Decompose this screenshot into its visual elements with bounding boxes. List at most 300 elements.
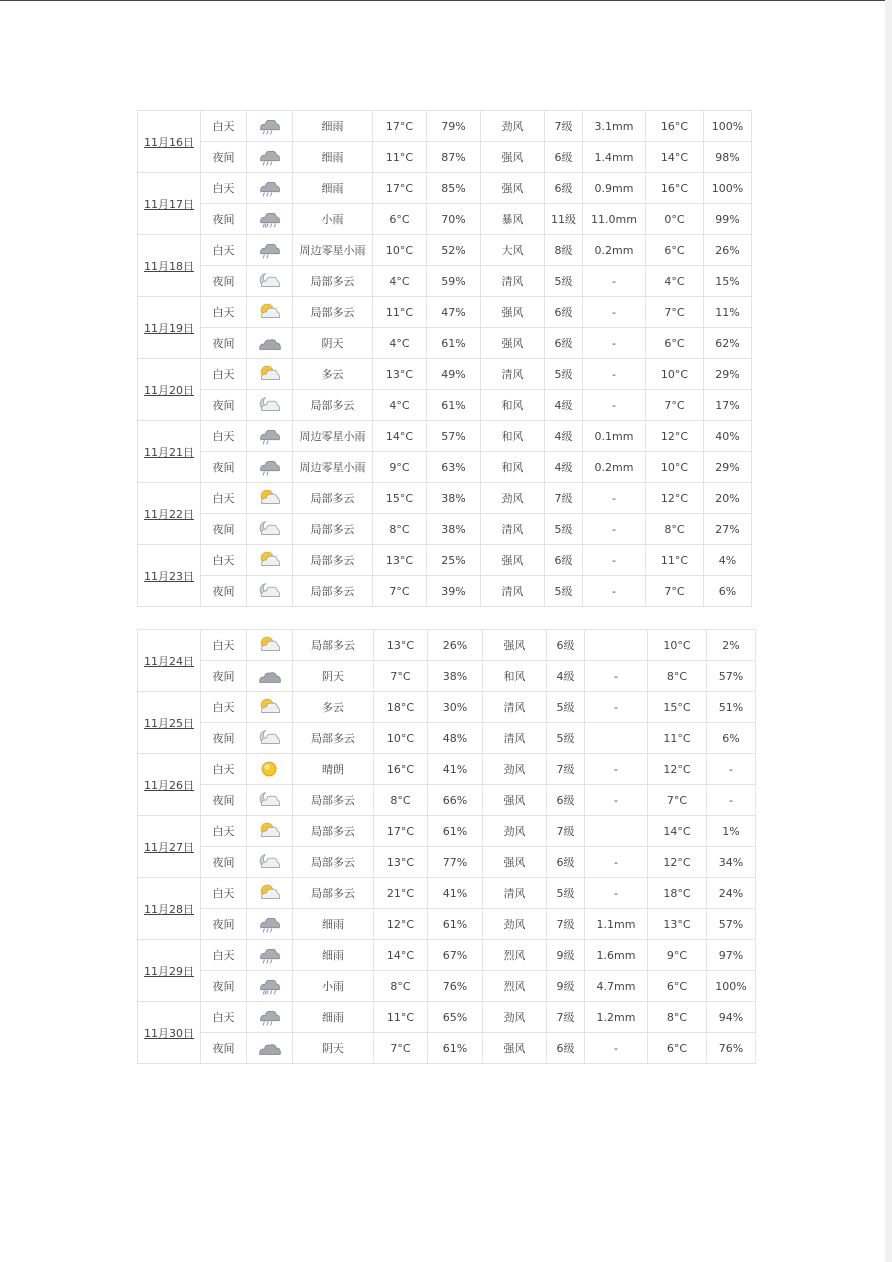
wind-cell: 清风 xyxy=(483,723,547,754)
rain-chance-cell: 1% xyxy=(707,816,756,847)
icon-cell xyxy=(247,514,293,545)
icon-cell xyxy=(247,661,293,692)
humidity-cell: 61% xyxy=(428,909,483,940)
period-cell: 白天 xyxy=(201,692,247,723)
icon-cell xyxy=(247,723,293,754)
humidity-cell: 39% xyxy=(427,576,481,607)
humidity-cell: 48% xyxy=(428,723,483,754)
weather-cell: 局部多云 xyxy=(293,483,373,514)
partly-cloudy-night-icon xyxy=(257,580,283,602)
icon-cell xyxy=(247,545,293,576)
table-row xyxy=(138,1033,756,1064)
rain-icon xyxy=(257,975,283,997)
weather-cell: 局部多云 xyxy=(293,785,374,816)
weather-cell: 局部多云 xyxy=(293,576,373,607)
rain-chance-cell: 94% xyxy=(707,1002,756,1033)
wind-level-cell: 5级 xyxy=(545,359,583,390)
temperature-cell: 17°C xyxy=(373,111,427,142)
feels-like-cell: 7°C xyxy=(648,785,707,816)
temperature-cell: 4°C xyxy=(373,328,427,359)
temperature-cell: 10°C xyxy=(373,235,427,266)
period-cell: 夜间 xyxy=(201,266,247,297)
partly-cloudy-day-icon xyxy=(257,634,283,656)
date-cell xyxy=(138,483,201,545)
feels-like-cell: 14°C xyxy=(648,816,707,847)
scattered-showers-icon xyxy=(257,456,283,478)
wind-cell: 暴风 xyxy=(481,204,545,235)
rain-chance-cell: 34% xyxy=(707,847,756,878)
temperature-cell: 15°C xyxy=(373,483,427,514)
date-link[interactable]: 11月28日 xyxy=(144,902,194,916)
period-cell: 白天 xyxy=(201,359,247,390)
feels-like-cell: 6°C xyxy=(648,971,707,1002)
precipitation-cell: 1.2mm xyxy=(585,1002,648,1033)
precipitation-cell: 11.0mm xyxy=(583,204,646,235)
table-row xyxy=(138,452,752,483)
humidity-cell: 61% xyxy=(428,816,483,847)
wind-cell: 劲风 xyxy=(483,816,547,847)
icon-cell xyxy=(247,940,293,971)
temperature-cell: 14°C xyxy=(373,421,427,452)
table-row xyxy=(138,754,756,785)
precipitation-cell: 4.7mm xyxy=(585,971,648,1002)
table-row xyxy=(138,421,752,452)
period-cell: 白天 xyxy=(201,421,247,452)
date-link[interactable]: 11月22日 xyxy=(144,507,194,521)
temperature-cell: 9°C xyxy=(373,452,427,483)
date-link[interactable]: 11月20日 xyxy=(144,383,194,397)
weather-cell: 细雨 xyxy=(293,1002,374,1033)
date-link[interactable]: 11月16日 xyxy=(144,135,194,149)
date-link[interactable]: 11月23日 xyxy=(144,569,194,583)
icon-cell xyxy=(247,173,293,204)
precipitation-cell: - xyxy=(583,328,646,359)
feels-like-cell: 11°C xyxy=(648,723,707,754)
table-row xyxy=(138,816,756,847)
date-link[interactable]: 11月17日 xyxy=(144,197,194,211)
rain-chance-cell: 24% xyxy=(707,878,756,909)
precipitation-cell: 3.1mm xyxy=(583,111,646,142)
weather-cell: 多云 xyxy=(293,692,374,723)
light-rain-icon xyxy=(257,1006,283,1028)
wind-cell: 强风 xyxy=(483,847,547,878)
rain-chance-cell: 20% xyxy=(704,483,752,514)
weather-cell: 局部多云 xyxy=(293,545,373,576)
date-cell xyxy=(138,421,201,483)
icon-cell xyxy=(247,971,293,1002)
precipitation-cell: 1.4mm xyxy=(583,142,646,173)
temperature-cell: 14°C xyxy=(374,940,428,971)
weather-cell: 局部多云 xyxy=(293,266,373,297)
date-link[interactable]: 11月27日 xyxy=(144,840,194,854)
feels-like-cell: 12°C xyxy=(648,847,707,878)
rain-chance-cell: - xyxy=(707,754,756,785)
feels-like-cell: 8°C xyxy=(648,1002,707,1033)
table-row xyxy=(138,359,752,390)
period-cell: 夜间 xyxy=(201,661,247,692)
period-cell: 白天 xyxy=(201,111,247,142)
partly-cloudy-night-icon xyxy=(257,518,283,540)
weather-cell: 阴天 xyxy=(293,661,374,692)
partly-cloudy-day-icon xyxy=(257,363,283,385)
wind-cell: 清风 xyxy=(483,878,547,909)
rain-chance-cell: 57% xyxy=(707,661,756,692)
date-link[interactable]: 11月30日 xyxy=(144,1026,194,1040)
humidity-cell: 38% xyxy=(428,661,483,692)
wind-level-cell: 7级 xyxy=(545,111,583,142)
rain-chance-cell: 4% xyxy=(704,545,752,576)
period-cell: 夜间 xyxy=(201,847,247,878)
date-cell xyxy=(138,111,201,173)
wind-cell: 清风 xyxy=(483,692,547,723)
precipitation-cell: 1.6mm xyxy=(585,940,648,971)
sunny-icon xyxy=(257,758,283,780)
weather-cell: 细雨 xyxy=(293,173,373,204)
feels-like-cell: 6°C xyxy=(648,1033,707,1064)
temperature-cell: 11°C xyxy=(373,297,427,328)
humidity-cell: 41% xyxy=(428,878,483,909)
date-cell xyxy=(138,630,201,692)
icon-cell xyxy=(247,754,293,785)
date-cell xyxy=(138,173,201,235)
light-rain-icon xyxy=(257,913,283,935)
feels-like-cell: 6°C xyxy=(646,235,704,266)
period-cell: 白天 xyxy=(201,483,247,514)
icon-cell xyxy=(247,266,293,297)
rain-chance-cell: 29% xyxy=(704,359,752,390)
humidity-cell: 26% xyxy=(428,630,483,661)
date-cell xyxy=(138,359,201,421)
feels-like-cell: 15°C xyxy=(648,692,707,723)
weather-cell: 局部多云 xyxy=(293,297,373,328)
feels-like-cell: 4°C xyxy=(646,266,704,297)
period-cell: 白天 xyxy=(201,545,247,576)
temperature-cell: 10°C xyxy=(374,723,428,754)
wind-cell: 清风 xyxy=(481,576,545,607)
wind-level-cell: 4级 xyxy=(545,452,583,483)
date-link[interactable]: 11月26日 xyxy=(144,778,194,792)
wind-cell: 大风 xyxy=(481,235,545,266)
icon-cell xyxy=(247,359,293,390)
partly-cloudy-night-icon xyxy=(257,394,283,416)
wind-cell: 强风 xyxy=(481,142,545,173)
partly-cloudy-day-icon xyxy=(257,696,283,718)
wind-cell: 强风 xyxy=(481,173,545,204)
rain-chance-cell: 6% xyxy=(704,576,752,607)
feels-like-cell: 14°C xyxy=(646,142,704,173)
overcast-icon xyxy=(257,332,283,354)
wind-level-cell: 11级 xyxy=(545,204,583,235)
period-cell: 夜间 xyxy=(201,909,247,940)
wind-level-cell: 7级 xyxy=(547,816,585,847)
humidity-cell: 63% xyxy=(427,452,481,483)
feels-like-cell: 12°C xyxy=(646,421,704,452)
weather-cell: 细雨 xyxy=(293,111,373,142)
icon-cell xyxy=(247,630,293,661)
table-row xyxy=(138,576,752,607)
rain-chance-cell: 100% xyxy=(704,173,752,204)
icon-cell xyxy=(247,878,293,909)
period-cell: 白天 xyxy=(201,878,247,909)
humidity-cell: 77% xyxy=(428,847,483,878)
precipitation-cell: - xyxy=(583,514,646,545)
temperature-cell: 7°C xyxy=(374,661,428,692)
weather-cell: 细雨 xyxy=(293,909,374,940)
precipitation-cell: - xyxy=(583,359,646,390)
precipitation-cell: - xyxy=(583,483,646,514)
date-cell xyxy=(138,940,201,1002)
feels-like-cell: 12°C xyxy=(646,483,704,514)
table-row xyxy=(138,328,752,359)
icon-cell xyxy=(247,111,293,142)
wind-level-cell: 5级 xyxy=(547,723,585,754)
light-rain-icon xyxy=(257,115,283,137)
period-cell: 夜间 xyxy=(201,328,247,359)
icon-cell xyxy=(247,452,293,483)
wind-level-cell: 7级 xyxy=(547,1002,585,1033)
wind-cell: 强风 xyxy=(483,630,547,661)
precipitation-cell: 0.1mm xyxy=(583,421,646,452)
wind-cell: 劲风 xyxy=(483,754,547,785)
humidity-cell: 59% xyxy=(427,266,481,297)
icon-cell xyxy=(247,142,293,173)
period-cell: 夜间 xyxy=(201,576,247,607)
humidity-cell: 47% xyxy=(427,297,481,328)
wind-level-cell: 6级 xyxy=(545,297,583,328)
humidity-cell: 79% xyxy=(427,111,481,142)
temperature-cell: 13°C xyxy=(373,545,427,576)
feels-like-cell: 8°C xyxy=(648,661,707,692)
period-cell: 白天 xyxy=(201,940,247,971)
precipitation-cell: - xyxy=(583,545,646,576)
weather-cell: 晴朗 xyxy=(293,754,374,785)
icon-cell xyxy=(247,235,293,266)
date-link[interactable]: 11月21日 xyxy=(144,445,194,459)
partly-cloudy-day-icon xyxy=(257,301,283,323)
icon-cell xyxy=(247,421,293,452)
weather-cell: 局部多云 xyxy=(293,630,374,661)
icon-cell xyxy=(247,909,293,940)
icon-cell xyxy=(247,483,293,514)
wind-level-cell: 5级 xyxy=(545,514,583,545)
date-cell xyxy=(138,754,201,816)
wind-level-cell: 9级 xyxy=(547,971,585,1002)
period-cell: 夜间 xyxy=(201,785,247,816)
partly-cloudy-night-icon xyxy=(257,851,283,873)
weather-cell: 阴天 xyxy=(293,1033,374,1064)
humidity-cell: 65% xyxy=(428,1002,483,1033)
weather-cell: 阴天 xyxy=(293,328,373,359)
wind-cell: 强风 xyxy=(483,1033,547,1064)
date-link[interactable]: 11月25日 xyxy=(144,716,194,730)
rain-chance-cell: 100% xyxy=(707,971,756,1002)
weather-cell: 局部多云 xyxy=(293,514,373,545)
table-row xyxy=(138,297,752,328)
wind-cell: 和风 xyxy=(481,390,545,421)
precipitation-cell: - xyxy=(583,390,646,421)
light-rain-icon xyxy=(257,944,283,966)
wind-cell: 劲风 xyxy=(483,1002,547,1033)
wind-cell: 劲风 xyxy=(481,483,545,514)
wind-level-cell: 5级 xyxy=(547,878,585,909)
scattered-showers-icon xyxy=(257,425,283,447)
weather-cell: 细雨 xyxy=(293,142,373,173)
period-cell: 白天 xyxy=(201,630,247,661)
wind-level-cell: 5级 xyxy=(547,692,585,723)
light-rain-icon xyxy=(257,177,283,199)
table-row xyxy=(138,173,752,204)
temperature-cell: 8°C xyxy=(374,971,428,1002)
period-cell: 白天 xyxy=(201,297,247,328)
scattered-showers-icon xyxy=(257,239,283,261)
rain-icon xyxy=(257,208,283,230)
precipitation-cell: 1.1mm xyxy=(585,909,648,940)
rain-chance-cell: 97% xyxy=(707,940,756,971)
wind-level-cell: 6级 xyxy=(547,630,585,661)
humidity-cell: 38% xyxy=(427,483,481,514)
precipitation-cell: - xyxy=(585,847,648,878)
table-row xyxy=(138,545,752,576)
table-row xyxy=(138,630,756,661)
forecast-table-2 xyxy=(137,629,756,1064)
precipitation-cell: 0.2mm xyxy=(583,452,646,483)
feels-like-cell: 18°C xyxy=(648,878,707,909)
precipitation-cell: - xyxy=(585,692,648,723)
wind-cell: 强风 xyxy=(481,297,545,328)
temperature-cell: 8°C xyxy=(374,785,428,816)
feels-like-cell: 16°C xyxy=(646,173,704,204)
partly-cloudy-night-icon xyxy=(257,727,283,749)
icon-cell xyxy=(247,847,293,878)
wind-level-cell: 7级 xyxy=(547,754,585,785)
humidity-cell: 38% xyxy=(427,514,481,545)
wind-cell: 清风 xyxy=(481,359,545,390)
humidity-cell: 61% xyxy=(428,1033,483,1064)
rain-chance-cell: 40% xyxy=(704,421,752,452)
rain-chance-cell: 100% xyxy=(704,111,752,142)
precipitation-cell: 0.2mm xyxy=(583,235,646,266)
temperature-cell: 12°C xyxy=(374,909,428,940)
weather-cell: 局部多云 xyxy=(293,847,374,878)
table-row xyxy=(138,971,756,1002)
feels-like-cell: 12°C xyxy=(648,754,707,785)
humidity-cell: 49% xyxy=(427,359,481,390)
table-row xyxy=(138,235,752,266)
overcast-icon xyxy=(257,1037,283,1059)
date-link[interactable]: 11月19日 xyxy=(144,321,194,335)
table-row xyxy=(138,692,756,723)
wind-level-cell: 9级 xyxy=(547,940,585,971)
feels-like-cell: 0°C xyxy=(646,204,704,235)
date-link[interactable]: 11月24日 xyxy=(144,654,194,668)
feels-like-cell: 10°C xyxy=(648,630,707,661)
wind-level-cell: 6级 xyxy=(545,328,583,359)
wind-level-cell: 7级 xyxy=(547,909,585,940)
wind-level-cell: 4级 xyxy=(545,421,583,452)
rain-chance-cell: 62% xyxy=(704,328,752,359)
icon-cell xyxy=(247,1002,293,1033)
wind-level-cell: 6级 xyxy=(545,142,583,173)
wind-cell: 劲风 xyxy=(483,909,547,940)
feels-like-cell: 13°C xyxy=(648,909,707,940)
table-row xyxy=(138,390,752,421)
wind-level-cell: 6级 xyxy=(545,545,583,576)
humidity-cell: 25% xyxy=(427,545,481,576)
temperature-cell: 13°C xyxy=(374,630,428,661)
rain-chance-cell: 27% xyxy=(704,514,752,545)
rain-chance-cell: 51% xyxy=(707,692,756,723)
precipitation-cell: - xyxy=(585,661,648,692)
rain-chance-cell: 26% xyxy=(704,235,752,266)
humidity-cell: 66% xyxy=(428,785,483,816)
feels-like-cell: 16°C xyxy=(646,111,704,142)
date-link[interactable]: 11月29日 xyxy=(144,964,194,978)
period-cell: 白天 xyxy=(201,235,247,266)
icon-cell xyxy=(247,816,293,847)
precipitation-cell xyxy=(585,723,648,754)
wind-level-cell: 8级 xyxy=(545,235,583,266)
date-link[interactable]: 11月18日 xyxy=(144,259,194,273)
feels-like-cell: 7°C xyxy=(646,297,704,328)
table-row xyxy=(138,204,752,235)
weather-cell: 周边零星小雨 xyxy=(293,235,373,266)
table-row xyxy=(138,940,756,971)
period-cell: 夜间 xyxy=(201,723,247,754)
precipitation-cell: - xyxy=(583,576,646,607)
period-cell: 白天 xyxy=(201,1002,247,1033)
humidity-cell: 30% xyxy=(428,692,483,723)
date-cell xyxy=(138,692,201,754)
table-row xyxy=(138,142,752,173)
table-row xyxy=(138,878,756,909)
weather-cell: 周边零星小雨 xyxy=(293,421,373,452)
precipitation-cell: - xyxy=(585,754,648,785)
rain-chance-cell: 99% xyxy=(704,204,752,235)
wind-level-cell: 5级 xyxy=(545,576,583,607)
temperature-cell: 18°C xyxy=(374,692,428,723)
wind-cell: 烈风 xyxy=(483,940,547,971)
rain-chance-cell: 76% xyxy=(707,1033,756,1064)
icon-cell xyxy=(247,785,293,816)
humidity-cell: 85% xyxy=(427,173,481,204)
wind-level-cell: 6级 xyxy=(547,1033,585,1064)
partly-cloudy-night-icon xyxy=(257,270,283,292)
rain-chance-cell: - xyxy=(707,785,756,816)
forecast-table-1 xyxy=(137,110,752,607)
precipitation-cell: - xyxy=(585,1033,648,1064)
weather-cell: 小雨 xyxy=(293,971,374,1002)
table-row xyxy=(138,111,752,142)
period-cell: 夜间 xyxy=(201,142,247,173)
table-row xyxy=(138,847,756,878)
precipitation-cell: - xyxy=(583,266,646,297)
rain-chance-cell: 11% xyxy=(704,297,752,328)
temperature-cell: 16°C xyxy=(374,754,428,785)
rain-chance-cell: 98% xyxy=(704,142,752,173)
wind-cell: 烈风 xyxy=(483,971,547,1002)
period-cell: 白天 xyxy=(201,816,247,847)
partly-cloudy-night-icon xyxy=(257,789,283,811)
icon-cell xyxy=(247,390,293,421)
period-cell: 白天 xyxy=(201,754,247,785)
weather-cell: 小雨 xyxy=(293,204,373,235)
wind-level-cell: 6级 xyxy=(545,173,583,204)
humidity-cell: 87% xyxy=(427,142,481,173)
rain-chance-cell: 6% xyxy=(707,723,756,754)
precipitation-cell: - xyxy=(585,878,648,909)
date-cell xyxy=(138,878,201,940)
icon-cell xyxy=(247,328,293,359)
